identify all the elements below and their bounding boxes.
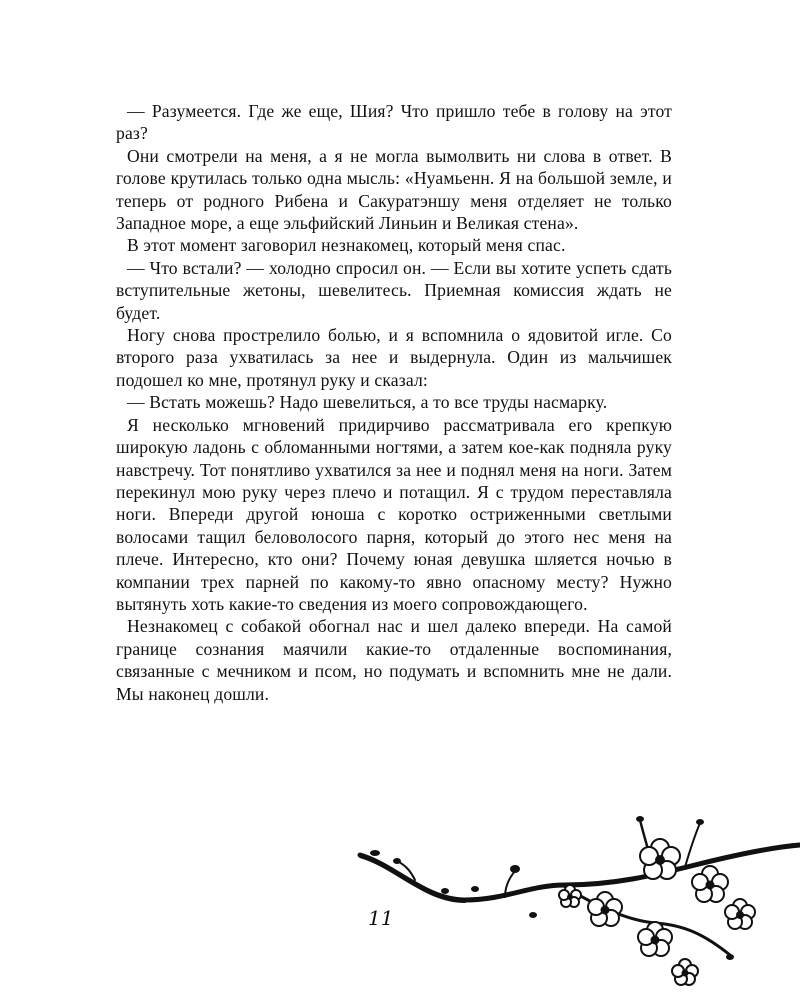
paragraph-3: В этот момент заговорил незнакомец, который меня спас. [127, 235, 566, 256]
paragraph-4: — Что встали? — холодно спросил он. — Если вы хотите успеть сдать вступительные жетоны, шевелитесь. Приемная комиссия ждать не будет. [116, 257, 672, 323]
cherry-blossom-branch-icon [355, 805, 800, 990]
body-text [116, 100, 672, 705]
paragraph-5: Ногу снова прострелило болью, и я вспомнила о ядовитой игле. Со второго раза ухватилась за нее и выдернула. Один из мальчишек подошел ко мне, протянул руку и сказал: [116, 325, 672, 390]
paragraph-7: Я несколько мгновений придирчиво рассматривала его крепкую широкую ладонь с обломанными ногтями, а затем кое-как подняла руку навстречу. Тот понятливо ухватился за нее и поднял меня на ноги. Затем перекинул мою руку через плечо и потащил. Я с трудом переставляла ноги. Впереди другой юноша с коротко остриженными светлыми волосами тащил беловолосого парня, который до этого нес меня на плече. Интересно, кто они? Почему юная девушка шляется ночью в компании трех парней по какому-то явно опасному месту? Нужно вытянуть хоть какие-то сведения из моего сопровождающего. [116, 414, 672, 614]
page-number: 11 [368, 906, 394, 930]
paragraph-1: — Разумеется. Где же еще, Шия? Что пришло тебе в голову на этот раз? [116, 101, 672, 144]
paragraph-6: — Встать можешь? Надо шевелиться, а то все труды насмарку. [127, 392, 608, 413]
paragraph-2: Они смотрели на меня, а я не могла вымолвить ни слова в ответ. В голове крутилась только одна мысль: «Нуамьенн. Я на большой земле, и теперь от родного Рибена и Сакуратэншу меня отделяет не только Западное море, а еще эльфийский Линьин и Великая стена». [116, 145, 672, 234]
paragraph-8: Незнакомец с собакой обогнал нас и шел далеко впереди. На самой границе сознания маячили какие-то отдаленные воспоминания, связанные с мечником и псом, но подумать и вспомнить мне не дали. Мы наконец дошли. [116, 616, 672, 704]
